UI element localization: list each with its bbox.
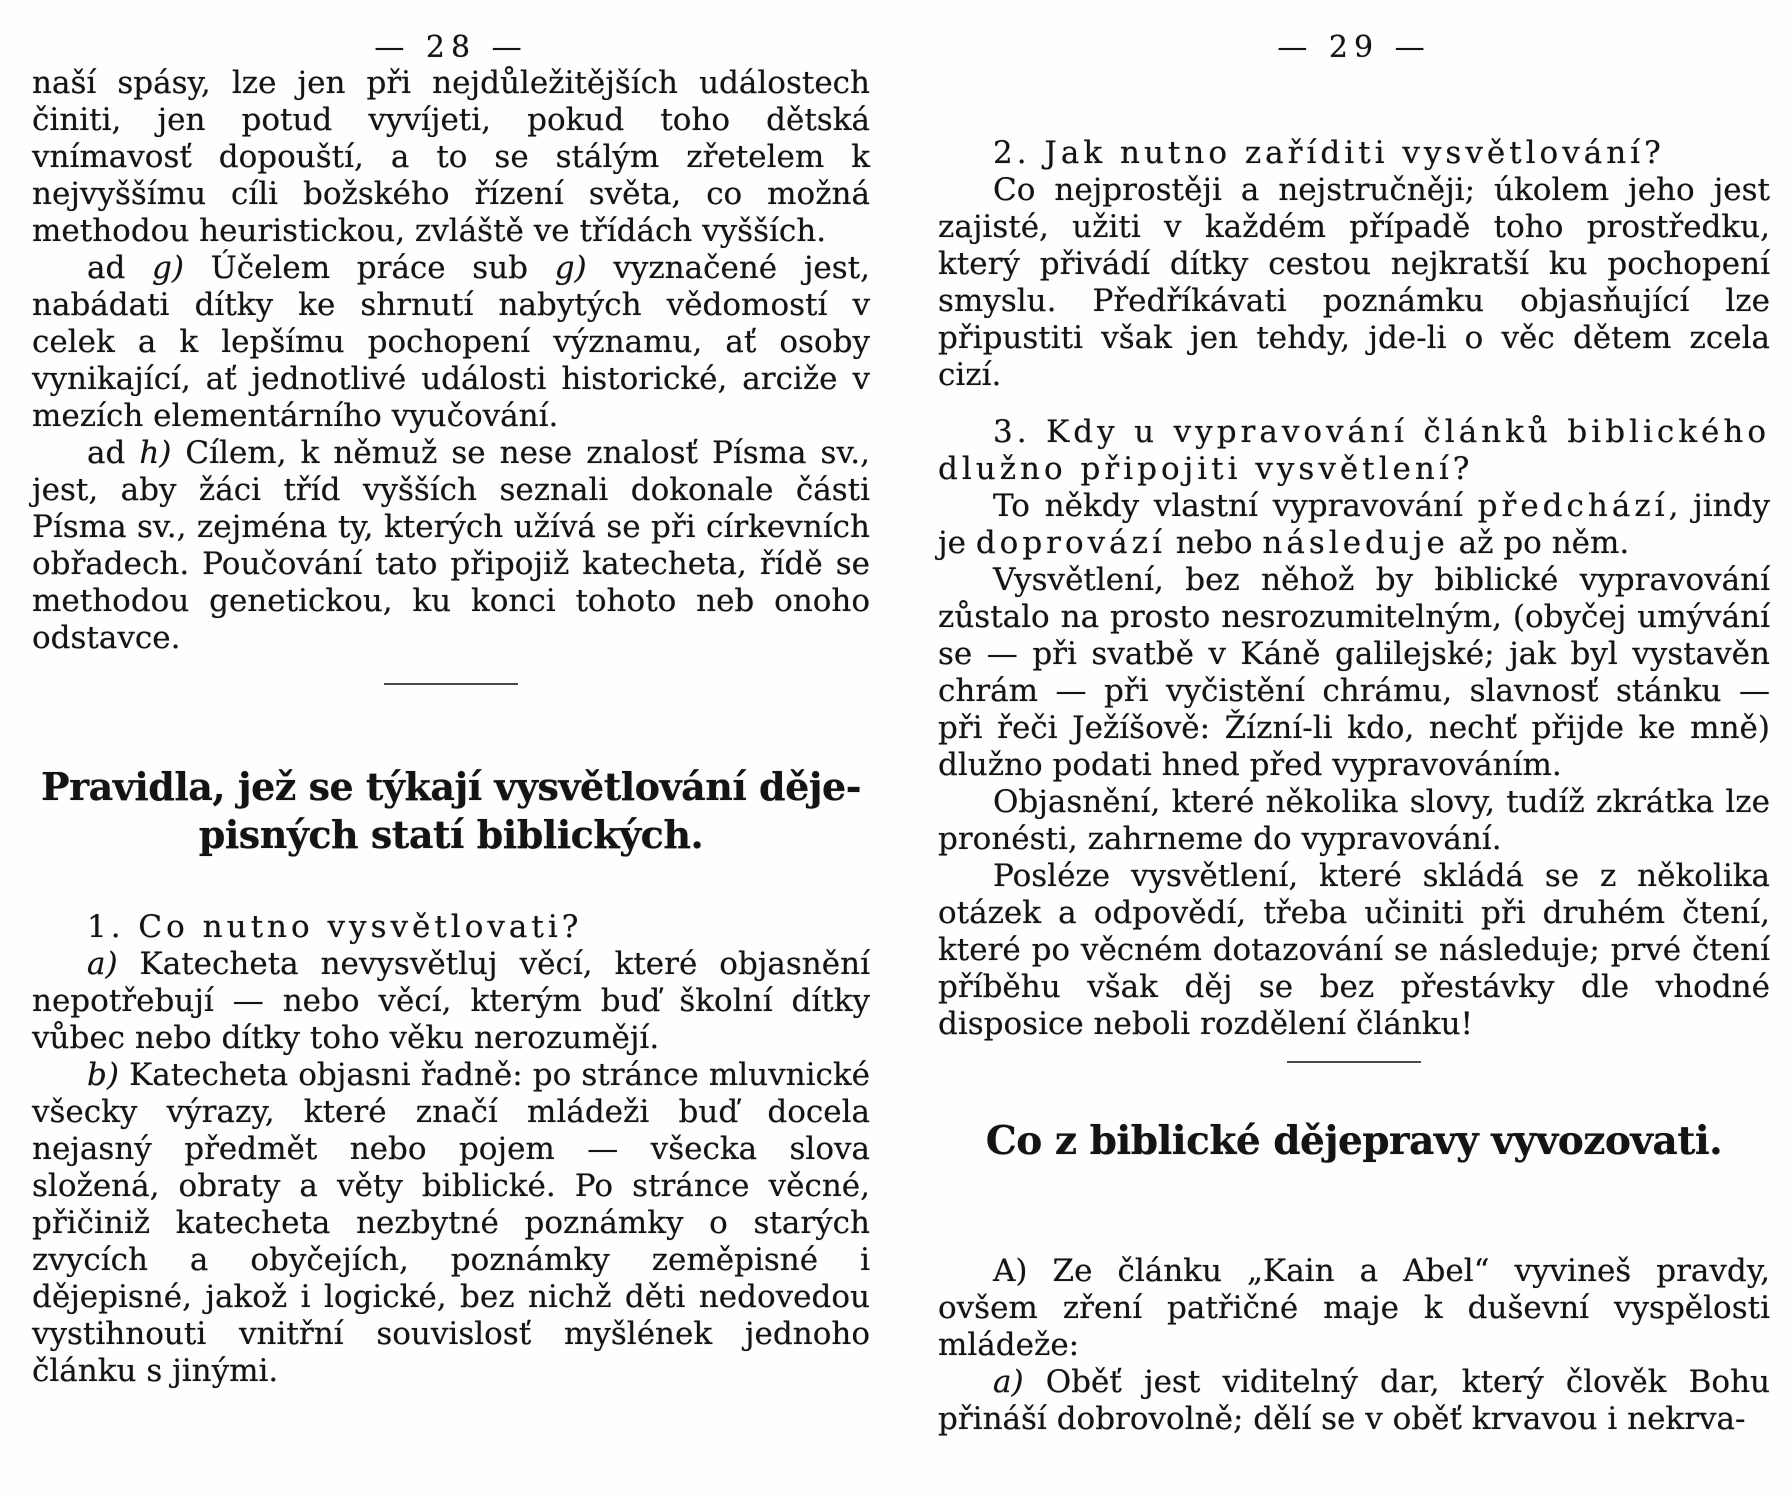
paragraph-kain-abel: A) Ze článku „Kain a Abel“ vyvineš pravdy, ovšem zření patřičné maje k duševní vyspělosti mládeže: [938,1253,1770,1363]
section-heading-pravidla [32,763,870,859]
paragraph-continuation: naší spásy, lze jen při nejdůležitějších událostech činiti, jen potud vyvíjeti, pokud toho dětská vnímavosť dopouští, a to se stálým zřetelem k nejvyššímu cíli božského řízení světa, co možná methodou heuristickou, zvláště ve třídách vyšších. [32,65,870,249]
question-heading-1: 1. Co nutno vysvětlovati? [87,909,583,945]
section-heading-line2: pisných statí biblických. [198,812,704,857]
page-number-left: — 28 — [374,30,528,65]
question-heading-3: 3. Kdy u vypravování článků biblického dlužno připojiti vysvětlení? [938,414,1770,487]
paragraph-co-nejprosteji: Co nejprostěji a nejstručněji; úkolem jeho jest zajisté, užiti v každém případě toho prostředku, který přivádí dítky cestou nejkratší ku pochopení smyslu. Předříkávati poznámku objasňující lze připustiti však jen tehdy, jde-li o věc dětem zcela cizí. [938,172,1770,393]
paragraph-vysvetleni: Vysvětlení, bez něhož by biblické vypravování zůstalo na prosto nesrozumitelným, (obyčej umývání se — při svatbě v Káně galilejské; jak byl vystavěn chrám — při vyčistění chrámu, slavnosť stánku — při řeči Ježíšově: Žízní-li kdo, nechť přijde ke mně) dlužno podati hned před vypravováním. [938,562,1770,783]
page-29 [938,0,1770,1438]
page-28 [32,0,870,1390]
section-heading-line1: Pravidla, jež se týkají vysvětlování děje- [41,764,861,809]
paragraph-obet: a) Oběť jest viditelný dar, který člověk Bohu přináší dobrovolně; dělí se v oběť krvavou i nekrva- [938,1364,1770,1437]
paragraph-a: a) Katecheta nevysvětluj věcí, které objasnění nepotřebují — nebo věcí, kterým buď školní dítky vůbec nebo dítky toho věku nerozumějí. [32,946,870,1056]
paragraph-ad-g: ad g) Účelem práce sub g) vyznačené jest, nabádati dítky ke shrnutí nabytých vědomostí v celek a k lepšímu pochopení významu, ať osoby vynikající, ať jednotlivé události historické, arciže v mezích elementárního vyučování. [32,250,870,434]
divider-rule [384,683,518,685]
chapter-heading-dejeprava: Co z biblické dějepravy vyvozovati. [985,1118,1723,1164]
paragraph-to-nekdy: To někdy vlastní vypravování předchází, jindy je doprovází nebo následuje až po něm. [938,488,1771,561]
paragraph-ad-h: ad h) Cílem, k němuž se nese znalosť Písma sv., jest, aby žáci tříd vyšších seznali dokonale části Písma sv., zejména ty, kterých užívá se při církevních obřadech. Poučování tato připojiž katecheta, řídě se methodou genetickou, ku konci tohoto neb onoho odstavce. [32,435,870,656]
paragraph-objasneni: Objasnění, které několika slovy, tudíž zkrátka lze pronésti, zahrneme do vypravování. [938,784,1770,857]
question-heading-2: 2. Jak nutno zaříditi vysvětlování? [993,135,1665,171]
paragraph-posleze: Posléze vysvětlení, které skládá se z několika otázek a odpovědí, třeba učiniti při druhém čtení, které po věcném dotazování se následuje; prvé čtení příběhu však děj se bez přestávky dle vhodné disposice neboli rozdělení článku! [938,858,1770,1042]
divider-rule [1287,1061,1421,1063]
paragraph-b: b) Katecheta objasni řadně: po stránce mluvnické všecky výrazy, které značí mládeži buď docela nejasný předmět nebo pojem — všecka slova složená, obraty a věty biblické. Po stránce věcné, přičiniž katecheta nezbytné poznámky o starých zvycích a obyčejích, poznámky zeměpisné i dějepisné, jakož i logické, bez nichž děti nedovedou vystihnouti vnitřní souvislosť myšlének jednoho článku s jinými. [32,1057,870,1389]
page-number-right: — 29 — [1277,30,1431,65]
